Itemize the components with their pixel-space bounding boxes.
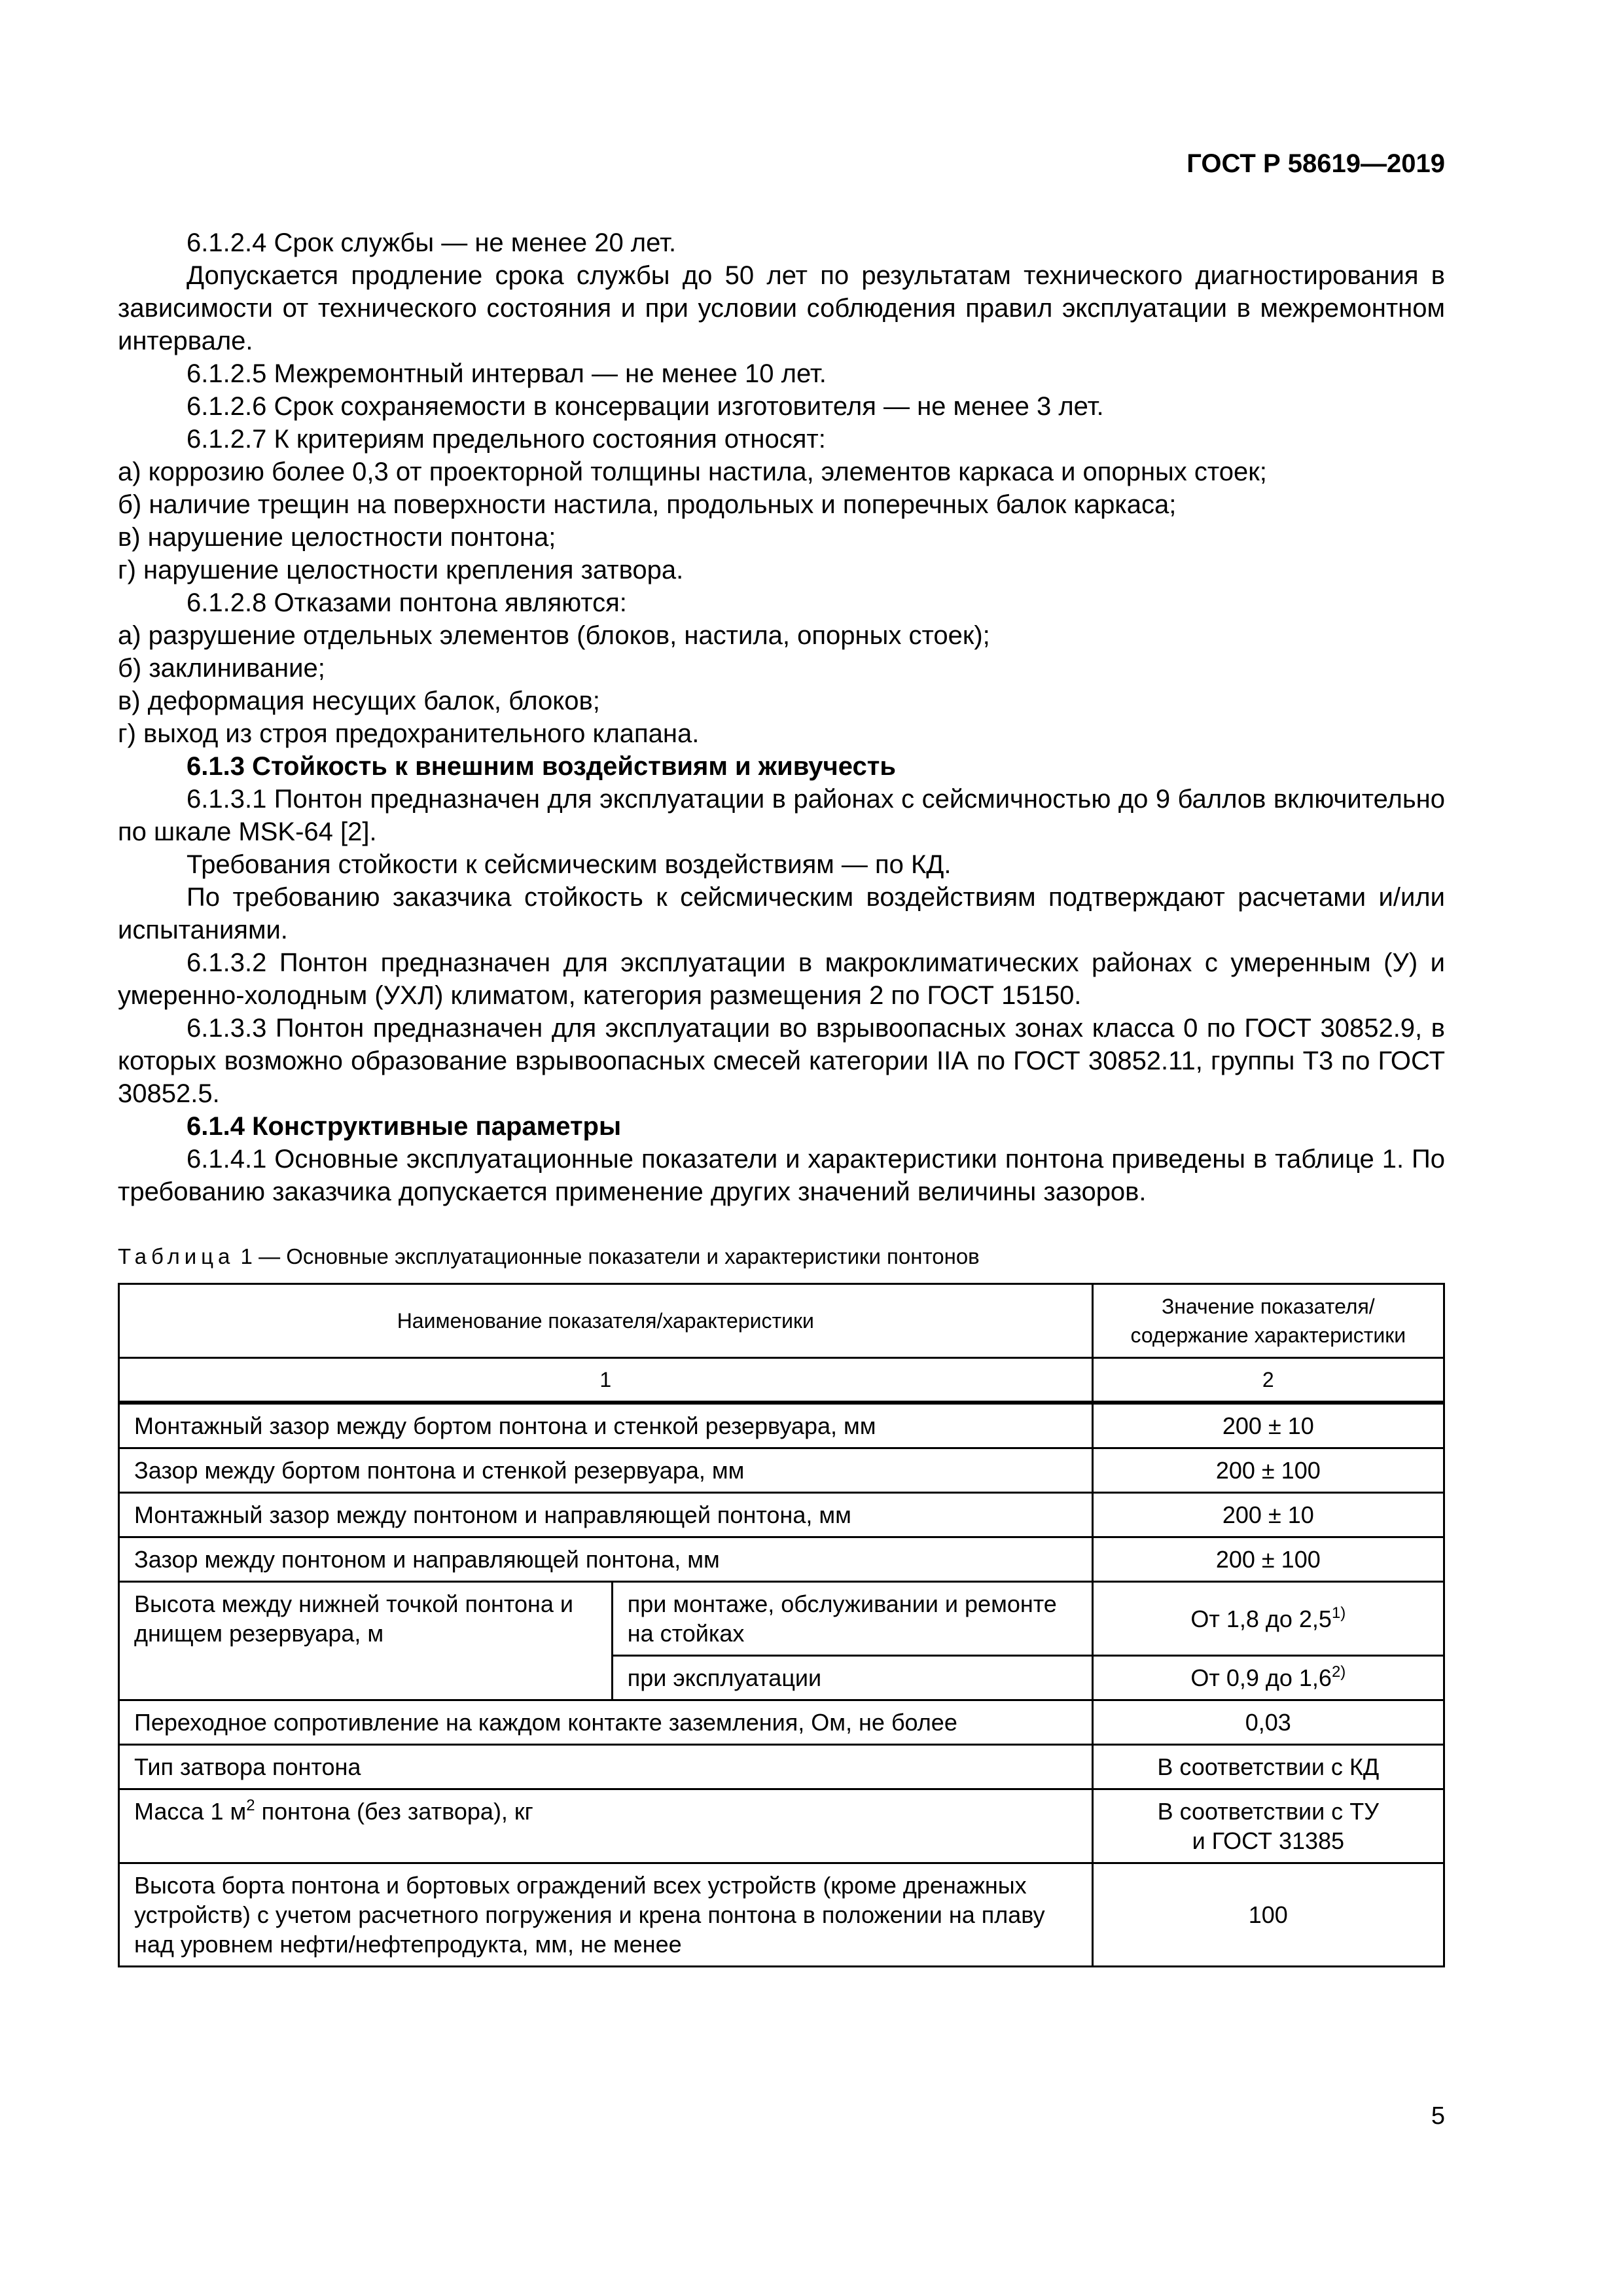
row-name: Монтажный зазор между понтоном и направляющей понтона, мм bbox=[119, 1493, 1093, 1537]
paragraph: Допускается продление срока службы до 50 лет по результатам технического диагностирования в зависимости от технического состояния и при условии соблюдения правил эксплуатации в межремонтном интервале. bbox=[118, 261, 1445, 355]
row-subname: при эксплуатации bbox=[612, 1656, 1092, 1700]
row-value: 200 ± 10 bbox=[1092, 1493, 1444, 1537]
paragraph: 6.1.2.7 К критериям предельного состояния относят: bbox=[187, 425, 826, 454]
row-value: 200 ± 100 bbox=[1092, 1448, 1444, 1493]
list-item: в) деформация несущих балок, блоков; bbox=[118, 687, 600, 715]
list-item: а) коррозию более 0,3 от проекторной толщины настила, элементов каркаса и опорных стоек; bbox=[118, 457, 1267, 486]
value-text: От 1,8 до 2,5 bbox=[1190, 1605, 1332, 1632]
list-item: в) нарушение целостности понтона; bbox=[118, 523, 556, 552]
list-item: а) разрушение отдельных элементов (блоков, настила, опорных стоек); bbox=[118, 621, 990, 650]
paragraph: По требованию заказчика стойкость к сейсмическим воздействиям подтверждают расчетами и/или испытаниями. bbox=[118, 883, 1445, 944]
value-line: и ГОСТ 31385 bbox=[1192, 1827, 1345, 1854]
superscript: 2 bbox=[246, 1797, 255, 1814]
paragraph: 6.1.2.4 Срок службы — не менее 20 лет. bbox=[187, 228, 677, 257]
section-heading: 6.1.3 Стойкость к внешним воздействиям и живучесть bbox=[187, 752, 896, 781]
document-id: ГОСТ Р 58619—2019 bbox=[1186, 149, 1445, 178]
row-value: 200 ± 10 bbox=[1092, 1403, 1444, 1448]
column-number-row bbox=[119, 1358, 1444, 1403]
column-number-cell: 1 bbox=[119, 1358, 1093, 1403]
table-row bbox=[119, 1863, 1444, 1967]
row-name: Зазор между бортом понтона и стенкой резервуара, мм bbox=[119, 1448, 1093, 1493]
table-caption-text: 1 — Основные эксплуатационные показатели и характеристики понтонов bbox=[234, 1244, 980, 1268]
value-line: В соответствии с ТУ bbox=[1157, 1798, 1380, 1825]
row-value: 100 bbox=[1092, 1863, 1444, 1967]
table-row bbox=[119, 1448, 1444, 1493]
row-name: Монтажный зазор между бортом понтона и стенкой резервуара, мм bbox=[119, 1403, 1093, 1448]
row-value bbox=[1092, 1582, 1444, 1656]
list-item: г) выход из строя предохранительного клапана. bbox=[118, 719, 700, 748]
page-number: 5 bbox=[1431, 2102, 1445, 2130]
paragraph: Требования стойкости к сейсмическим воздействиям — по КД. bbox=[187, 850, 952, 879]
table-caption-label: Таблица bbox=[118, 1244, 235, 1268]
list-item: б) наличие трещин на поверхности настила, продольных и поперечных балок каркаса; bbox=[118, 490, 1177, 519]
paragraph: 6.1.2.6 Срок сохраняемости в консервации изготовителя — не менее 3 лет. bbox=[187, 392, 1104, 421]
row-value: В соответствии с КД bbox=[1092, 1745, 1444, 1789]
table-row bbox=[119, 1700, 1444, 1745]
paragraph: 6.1.2.5 Межремонтный интервал — не менее 10 лет. bbox=[187, 359, 827, 388]
table-row bbox=[119, 1745, 1444, 1789]
column-number-cell: 2 bbox=[1092, 1358, 1444, 1403]
row-value bbox=[1092, 1656, 1444, 1700]
mass-name-pre: Масса 1 м bbox=[134, 1798, 247, 1825]
list-item: б) заклинивание; bbox=[118, 654, 325, 683]
paragraph: 6.1.2.8 Отказами понтона являются: bbox=[187, 588, 627, 617]
body-text bbox=[118, 226, 1445, 1208]
table-row bbox=[119, 1493, 1444, 1537]
value-text: От 0,9 до 1,6 bbox=[1190, 1664, 1332, 1691]
section-heading: 6.1.4 Конструктивные параметры bbox=[187, 1112, 622, 1141]
table-row bbox=[119, 1582, 1444, 1656]
table-row bbox=[119, 1789, 1444, 1863]
paragraph: 6.1.3.3 Понтон предназначен для эксплуатации во взрывоопасных зонах класса 0 по ГОСТ 30852.9, в которых возможно образование взрывоопасных смесей категории IIА по ГОСТ 30852.11, группы Т3 по ГОСТ 30852.5. bbox=[118, 1014, 1445, 1108]
row-name: Высота между нижней точкой понтона и днищем резервуара, м bbox=[119, 1582, 613, 1700]
paragraph: 6.1.3.2 Понтон предназначен для эксплуатации в макроклиматических районах с умеренным (У) и умеренно-холодным (УХЛ) климатом, категория размещения 2 по ГОСТ 15150. bbox=[118, 948, 1445, 1010]
table-row bbox=[119, 1537, 1444, 1582]
header-cell: Наименование показателя/характеристики bbox=[119, 1284, 1093, 1358]
paragraph: 6.1.3.1 Понтон предназначен для эксплуатации в районах с сейсмичностью до 9 баллов включительно по шкале MSK-64 [2]. bbox=[118, 785, 1445, 846]
table-header-row bbox=[119, 1284, 1444, 1358]
row-name: Переходное сопротивление на каждом контакте заземления, Ом, не более bbox=[119, 1700, 1093, 1745]
parameters-table bbox=[118, 1283, 1445, 1967]
footnote-ref: 2) bbox=[1331, 1663, 1346, 1681]
row-value: 0,03 bbox=[1092, 1700, 1444, 1745]
list-item: г) нарушение целостности крепления затвора. bbox=[118, 556, 684, 584]
mass-name-post: понтона (без затвора), кг bbox=[255, 1798, 533, 1825]
paragraph: 6.1.4.1 Основные эксплуатационные показатели и характеристики понтона приведены в таблице 1. По требованию заказчика допускается применение других значений величины зазоров. bbox=[118, 1145, 1445, 1206]
header-cell: Значение показателя/ содержание характеристики bbox=[1092, 1284, 1444, 1358]
table-row bbox=[119, 1403, 1444, 1448]
row-name: Тип затвора понтона bbox=[119, 1745, 1093, 1789]
row-name bbox=[119, 1789, 1093, 1863]
row-name: Высота борта понтона и бортовых ограждений всех устройств (кроме дренажных устройств) с учетом расчетного погружения и крена понтона в положении на плаву над уровнем нефти/нефтепродукта, мм, не менее bbox=[119, 1863, 1093, 1967]
table-caption bbox=[118, 1244, 980, 1270]
footnote-ref: 1) bbox=[1331, 1604, 1346, 1622]
row-subname: при монтаже, обслуживании и ремонте на стойках bbox=[612, 1582, 1092, 1656]
row-name: Зазор между понтоном и направляющей понтона, мм bbox=[119, 1537, 1093, 1582]
row-value bbox=[1092, 1789, 1444, 1863]
row-value: 200 ± 100 bbox=[1092, 1537, 1444, 1582]
